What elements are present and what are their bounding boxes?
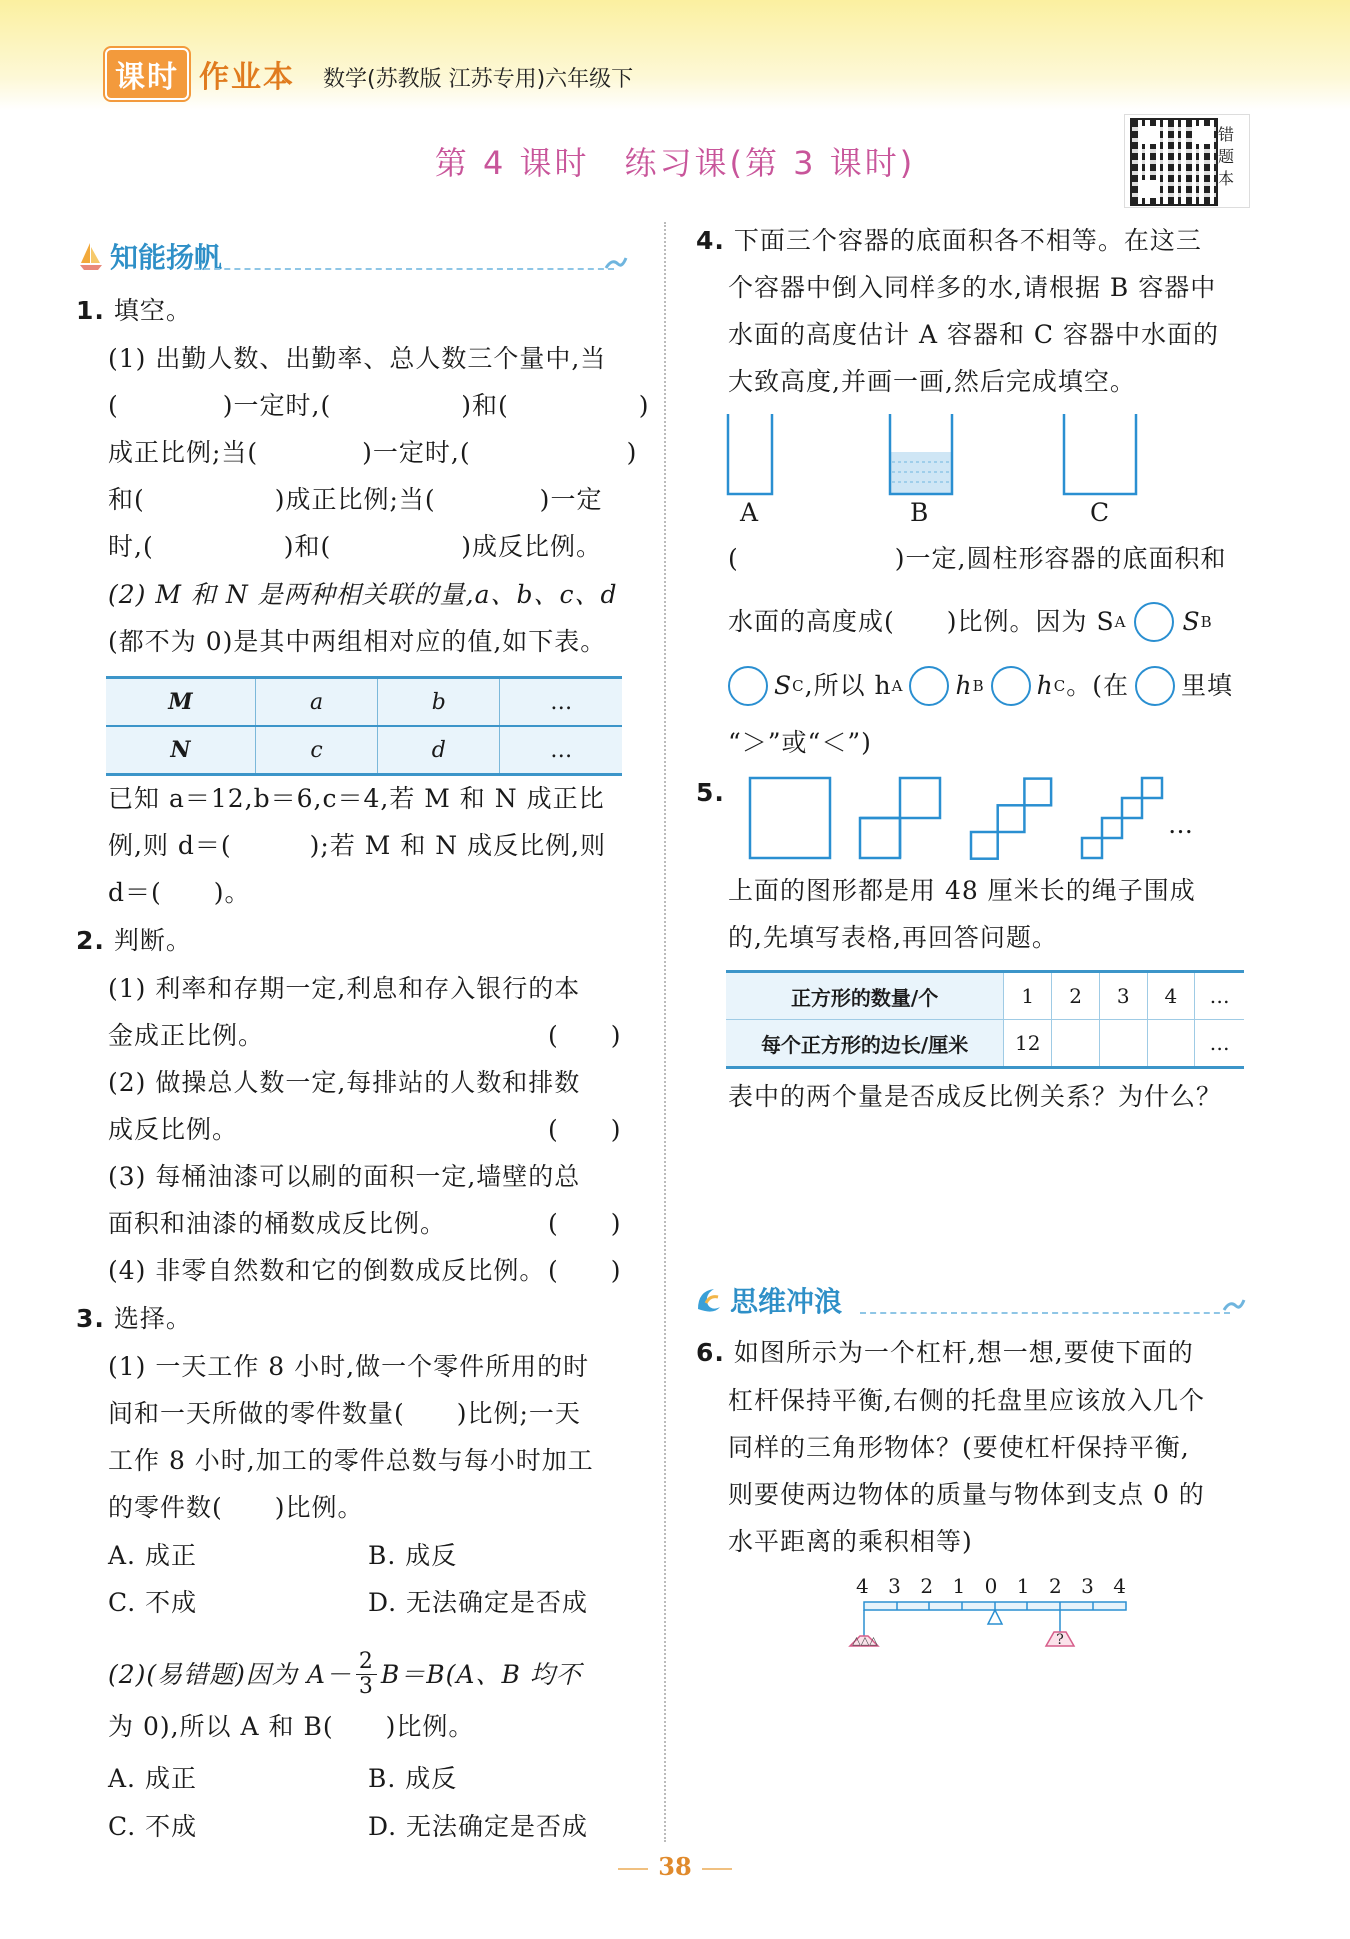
scale-label: 2: [920, 1574, 934, 1598]
q1-title-text: 填空。: [113, 296, 192, 325]
q3-line: 工作 8 小时,加工的零件总数与每小时加工: [108, 1446, 594, 1475]
q3-line: (1) 一天工作 8 小时,做一个零件所用的时: [108, 1352, 590, 1381]
table-header-cell: 每个正方形的边长/厘米: [726, 1020, 1004, 1068]
answer-paren[interactable]: ( ): [548, 1021, 622, 1050]
table-cell: c: [255, 726, 377, 775]
q4-fill: [728, 602, 1213, 642]
qr-code-icon[interactable]: [1130, 118, 1218, 206]
q1-line: (2) M 和 N 是两种相关联的量,a、b、c、d: [108, 580, 618, 609]
q1-line[interactable]: 时,( )和( )成反比例。: [108, 532, 602, 561]
squares-figure: [748, 776, 1188, 876]
table-cell: …: [500, 726, 622, 775]
q5-line: 的,先填写表格,再回答问题。: [728, 923, 1058, 952]
q4-line: [696, 226, 1202, 256]
option-b[interactable]: B. 成反: [368, 1541, 458, 1570]
wave-icon: [694, 1285, 724, 1315]
q5-number: [696, 778, 725, 808]
table-input-cell[interactable]: [1099, 1020, 1147, 1068]
q6-text: 如图所示为一个杠杆,想一想,要使下面的: [733, 1338, 1194, 1367]
right-pan-unknown: ?: [1056, 1632, 1064, 1648]
brand-name: 作业本: [199, 60, 295, 95]
q4-text: S: [1182, 607, 1201, 636]
option-a[interactable]: A. 成正: [108, 1541, 197, 1570]
q6-line: 同样的三角形物体？(要使杠杆保持平衡,: [728, 1433, 1190, 1462]
table-cell: …: [1195, 1020, 1244, 1068]
compare-circle-example: [1135, 666, 1175, 706]
q5-line: 上面的图形都是用 48 厘米长的绳子围成: [728, 876, 1196, 905]
q2-line: (2) 做操总人数一定,每排站的人数和排数: [108, 1068, 581, 1097]
scale-label: 1: [952, 1574, 966, 1598]
fraction-denominator: 3: [358, 1674, 374, 1699]
table-input-cell[interactable]: [1147, 1020, 1195, 1068]
page-number-text: 38: [658, 1852, 692, 1881]
fraction: [356, 1650, 377, 1699]
table-cell: d: [378, 726, 500, 775]
q2-line: 面积和油漆的桶数成反比例。: [108, 1209, 447, 1238]
table-cell: a: [255, 678, 377, 727]
q1-line: (1) 出勤人数、出勤率、总人数三个量中,当: [108, 344, 607, 373]
table-cell: …: [500, 678, 622, 727]
wave-end-icon: [1222, 1296, 1246, 1314]
q4-fill: [728, 666, 1233, 706]
q4-text: ,所以 h: [804, 671, 892, 700]
wave-end-icon: [604, 254, 628, 272]
lesson-title: 第 4 课时 练习课(第 3 课时): [434, 144, 916, 182]
q1-line[interactable]: 成正比例;当( )一定时,( ): [108, 438, 638, 467]
q1-line[interactable]: 例,则 d＝( );若 M 和 N 成反比例,则: [108, 831, 607, 860]
q3-title: [76, 1304, 192, 1334]
containers-figure: [720, 410, 1140, 530]
lever-scale: [846, 1574, 1136, 1598]
container-label-a: A: [740, 498, 760, 527]
q6-line: 则要使两边物体的质量与物体到支点 0 的: [728, 1480, 1205, 1509]
q3-line[interactable]: 间和一天所做的零件数量( )比例;一天: [108, 1399, 581, 1428]
square-1: [750, 778, 830, 858]
lever-figure: [846, 1574, 1136, 1664]
table-row: [106, 678, 622, 727]
container-label-b: B: [910, 498, 930, 527]
q4-line: 水面的高度估计 A 容器和 C 容器中水面的: [728, 320, 1219, 349]
q4-number: 4.: [696, 226, 725, 255]
option-d[interactable]: D. 无法确定是否成: [368, 1812, 589, 1841]
q1-line[interactable]: 和( )成正比例;当( )一定: [108, 485, 603, 514]
q4-line: “＞”或“＜”): [728, 728, 872, 757]
section-heading-thinking: [694, 1280, 842, 1320]
column-divider: [664, 222, 666, 1842]
ellipsis: …: [1168, 810, 1194, 839]
left-pan-objects: △△△: [852, 1634, 878, 1647]
compare-circle[interactable]: [909, 666, 949, 706]
table-cell: 2: [1052, 972, 1100, 1020]
fraction-numerator: 2: [356, 1650, 377, 1675]
brand: [105, 52, 295, 96]
q4-text: h: [1036, 671, 1054, 700]
subscript: C: [1053, 677, 1067, 695]
q3-part2-text: B＝B(A、B 均不: [380, 1659, 582, 1689]
q4-text: S: [774, 671, 793, 700]
q3-title-text: 选择。: [113, 1304, 192, 1333]
scale-label: 2: [1048, 1574, 1062, 1598]
option-a[interactable]: A. 成正: [108, 1764, 197, 1793]
table-row: [106, 726, 622, 775]
q2-number: 2.: [76, 926, 105, 955]
q6-number: 6.: [696, 1338, 725, 1367]
q1-line[interactable]: ( )一定时,( )和( ): [108, 391, 650, 420]
option-c[interactable]: C. 不成: [108, 1812, 198, 1841]
scale-label: 3: [1081, 1574, 1094, 1598]
lever-drawing: [846, 1596, 1136, 1664]
q4-text: h: [955, 671, 973, 700]
brand-logo: 课时: [105, 48, 189, 100]
option-c[interactable]: C. 不成: [108, 1588, 198, 1617]
scale-label: 0: [984, 1574, 998, 1598]
q5-number-text: 5.: [696, 778, 725, 807]
section-underline: [860, 1312, 1230, 1314]
q4-text: 下面三个容器的底面积各不相等。在这三: [733, 226, 1202, 255]
q2-line: (4) 非零自然数和它的倒数成反比例。: [108, 1256, 546, 1285]
q1-line: (都不为 0)是其中两组相对应的值,如下表。: [108, 627, 607, 656]
mn-table: [106, 676, 622, 776]
q3-line[interactable]: 的零件数( )比例。: [108, 1493, 364, 1522]
q3-number: 3.: [76, 1304, 105, 1333]
q4-line: 个容器中倒入同样多的水,请根据 B 容器中: [728, 273, 1217, 302]
section-heading-knowledge: [78, 236, 222, 276]
q2-line: (1) 利率和存期一定,利息和存入银行的本: [108, 974, 581, 1003]
answer-paren[interactable]: ( ): [548, 1115, 622, 1144]
q2-line: 金成正比例。: [108, 1021, 265, 1050]
q1-number: 1.: [76, 296, 105, 325]
table-input-cell[interactable]: [1052, 1020, 1100, 1068]
scale-label: 3: [888, 1574, 901, 1598]
table-row: [726, 1020, 1244, 1068]
table-header-cell: 正方形的数量/个: [726, 972, 1004, 1020]
table-cell: …: [1195, 972, 1244, 1020]
container-b: [890, 414, 952, 494]
table-cell: N: [106, 726, 255, 775]
q5-answer-area[interactable]: [728, 1130, 1238, 1260]
compare-circle[interactable]: [1134, 602, 1174, 642]
table-cell: 12: [1004, 1020, 1052, 1068]
fulcrum-icon: [988, 1610, 1002, 1624]
container-a[interactable]: [728, 414, 772, 494]
answer-paren[interactable]: ( ): [548, 1209, 622, 1238]
table-cell: 3: [1099, 972, 1147, 1020]
q6-line: 水平距离的乘积相等): [728, 1527, 973, 1556]
table-cell: b: [378, 678, 500, 727]
q1-line[interactable]: d＝( )。: [108, 878, 251, 907]
table-cell: M: [106, 678, 255, 727]
q3-part2-text: (2)(易错题)因为 A－: [108, 1659, 352, 1689]
q6-line: 杠杆保持平衡,右侧的托盘里应该放入几个: [728, 1386, 1205, 1415]
scale-label: 1: [1016, 1574, 1030, 1598]
table-cell: 1: [1004, 972, 1052, 1020]
subscript: C: [792, 677, 805, 695]
q1-line: 已知 a＝12,b＝6,c＝4,若 M 和 N 成正比: [108, 784, 605, 813]
q3-part2: [108, 1650, 582, 1699]
q2-title-text: 判断。: [113, 926, 192, 955]
subscript: A: [891, 677, 904, 695]
qr-label: 错题本: [1218, 125, 1235, 188]
q4-fill[interactable]: ( )一定,圆柱形容器的底面积和: [728, 544, 1227, 573]
q4-text: 水面的高度成( )比例。因为 S: [728, 607, 1115, 636]
subscript: B: [972, 677, 985, 695]
book-info: 数学(苏教版 江苏专用)六年级下: [323, 67, 634, 92]
section-title-thinking: 思维冲浪: [730, 1285, 843, 1318]
section-underline: [194, 268, 614, 270]
option-b[interactable]: B. 成反: [368, 1764, 458, 1793]
q3-line[interactable]: 为 0),所以 A 和 B( )比例。: [108, 1712, 475, 1741]
option-d[interactable]: D. 无法确定是否成: [368, 1588, 589, 1617]
compare-circle[interactable]: [728, 666, 768, 706]
q2-line: (3) 每桶油漆可以刷的面积一定,墙壁的总: [108, 1162, 581, 1191]
answer-paren[interactable]: ( ): [548, 1256, 622, 1285]
q1-title: [76, 296, 192, 326]
section-title-knowledge: 知能扬帆: [110, 241, 223, 274]
sailboat-icon: [78, 241, 104, 271]
q6-line: [696, 1338, 1194, 1368]
q2-title: [76, 926, 192, 956]
q4-text: 里填: [1180, 671, 1233, 700]
container-c[interactable]: [1064, 414, 1136, 494]
q2-line: 成反比例。: [108, 1115, 239, 1144]
page-number: [0, 1852, 1350, 1881]
scale-label: 4: [856, 1574, 869, 1598]
q4-text: 。(在: [1066, 671, 1129, 700]
q4-line: 大致高度,并画一画,然后完成填空。: [728, 367, 1136, 396]
table-cell: 4: [1147, 972, 1195, 1020]
table-row: [726, 972, 1244, 1020]
q5-question: 表中的两个量是否成反比例关系？为什么？: [728, 1082, 1223, 1111]
subscript: B: [1200, 613, 1213, 631]
subscript: A: [1114, 613, 1127, 631]
scale-label: 4: [1113, 1574, 1126, 1598]
squares-table: [726, 970, 1244, 1069]
compare-circle[interactable]: [991, 666, 1031, 706]
container-label-c: C: [1090, 498, 1111, 527]
